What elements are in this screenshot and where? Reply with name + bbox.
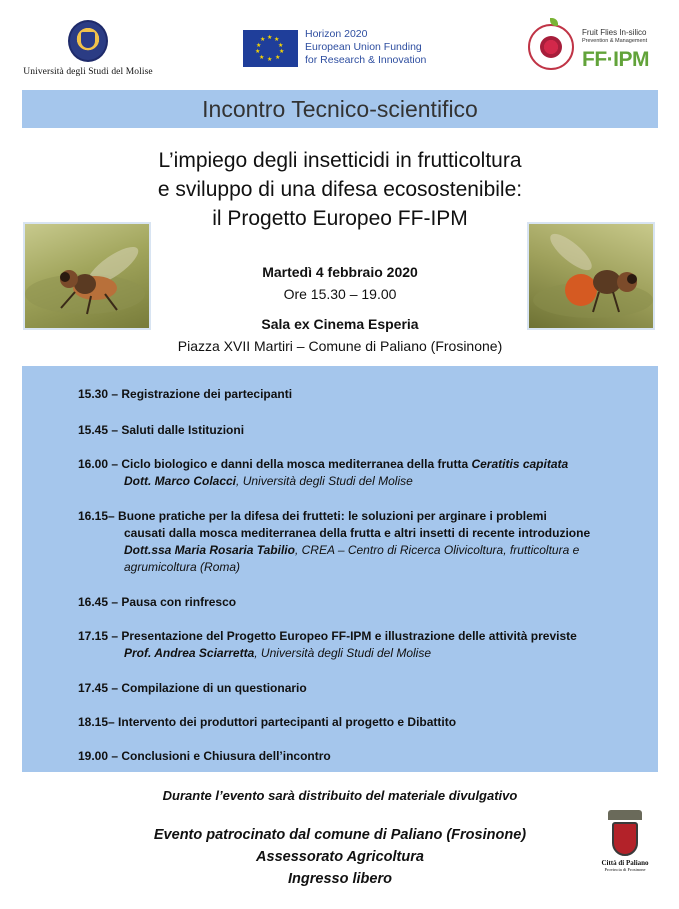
unimol-crest-icon <box>68 20 108 62</box>
program-item: 16.15– Buone pratiche per la difesa dei frutteti: le soluzioni per arginare i problemi causati dalla mosca mediterranea della frutta e altri insetti di recente introduzione Dott.ssa Maria Rosaria Tabilio, CREA – Centro di Ricerca Olivicoltura, frutticoltura e agrumicoltura (Roma) <box>78 508 638 576</box>
crown-icon <box>608 810 642 820</box>
paliano-name: Città di Paliano <box>601 859 649 867</box>
footer-line3: Ingresso libero <box>288 871 392 887</box>
program-desc: Pausa con rinfresco <box>121 595 237 609</box>
program-affiliation: , Università degli Studi del Molise <box>236 474 413 488</box>
event-hall: Sala ex Cinema Esperia <box>261 316 419 332</box>
program-time: 18.15 <box>78 715 109 729</box>
footer-line1: Evento patrocinato dal comune di Paliano (Frosinone) <box>153 827 527 843</box>
ffipm-wordmark: FF·IPM <box>582 48 649 71</box>
program-box <box>22 366 658 772</box>
event-type-banner: Incontro Tecnico-scientifico <box>22 90 658 128</box>
program-desc: Compilazione di un questionario <box>121 681 307 695</box>
unimol-logo <box>18 20 158 84</box>
program-desc: Conclusioni e Chiusura dell’incontro <box>121 749 331 763</box>
program-time: 16.45 <box>78 595 109 609</box>
title-line3: il Progetto Europeo FF-IPM <box>212 207 468 230</box>
eu-text-line1: Horizon 2020 <box>305 28 368 40</box>
program-time: 17.15 <box>78 629 109 643</box>
program-desc: Presentazione del Progetto Europeo FF-IPM e illustrazione delle attività previste <box>121 629 577 643</box>
program-time: 16.15 <box>78 509 109 523</box>
event-place: Piazza XVII Martiri – Comune di Paliano (Frosinone) <box>177 338 503 354</box>
eu-funding-logo <box>243 28 443 68</box>
program-time: 15.30 <box>78 387 109 401</box>
program-time: 19.00 <box>78 749 109 763</box>
event-date: Martedì 4 febbraio 2020 <box>262 264 418 280</box>
program-desc-line2: causati dalla mosca mediterranea della frutta e altri insetti di recente introduzione <box>124 526 591 540</box>
paliano-province: Provincia di Frosinone <box>604 867 646 872</box>
paliano-logo <box>590 810 660 890</box>
footer-line2: Assessorato Agricoltura <box>256 849 424 865</box>
materials-note: Durante l’evento sarà distribuito del materiale divulgativo <box>162 788 518 803</box>
ffipm-fruit-icon <box>528 24 574 70</box>
program-desc: Registrazione dei partecipanti <box>121 387 293 401</box>
title-line1: L’impiego degli insetticidi in frutticoltura <box>158 149 522 172</box>
ffipm-logo <box>528 20 663 80</box>
program-desc: Intervento dei produttori partecipanti al progetto e Dibattito <box>118 715 457 729</box>
event-title <box>120 146 560 233</box>
program-affiliation-line2: agrumicoltura (Roma) <box>124 560 241 574</box>
program-item: 15.30 – Registrazione dei partecipanti <box>78 387 293 401</box>
program-item: 17.45 – Compilazione di un questionario <box>78 681 307 695</box>
ffipm-text-line2: Prevention & Management <box>582 38 648 44</box>
program-affiliation: , CREA – Centro di Ricerca Olivicoltura, frutticoltura e <box>294 543 580 557</box>
paliano-shield-icon <box>612 822 638 856</box>
program-time: 17.45 <box>78 681 109 695</box>
program-desc: Ciclo biologico e danni della mosca mediterranea della frutta <box>121 457 472 471</box>
eu-text-line3: for Research & Innovation <box>305 54 427 66</box>
program-speaker: Dott. Marco Colacci <box>124 474 237 488</box>
eu-flag-icon: ★ ★ ★ ★ ★ ★ ★ ★ ★ ★ <box>243 30 298 67</box>
unimol-name: Università degli Studi del Molise <box>23 67 153 77</box>
program-speaker: Prof. Andrea Sciarretta <box>124 646 255 660</box>
program-item: 16.45 – Pausa con rinfresco <box>78 595 237 609</box>
program-item: 19.00 – Conclusioni e Chiusura dell’incontro <box>78 749 331 763</box>
program-item: 16.00 – Ciclo biologico e danni della mosca mediterranea della frutta Ceratitis capitata Dott. Marco Colacci, Università degli Studi del Molise <box>78 457 569 488</box>
event-time: Ore 15.30 – 19.00 <box>283 286 397 302</box>
program-desc-species: Ceratitis capitata <box>471 457 569 471</box>
program-speaker: Dott.ssa Maria Rosaria Tabilio <box>124 543 295 557</box>
eu-text-line2: European Union Funding <box>305 41 422 53</box>
program-affiliation: , Università degli Studi del Molise <box>254 646 432 660</box>
patronage-footer <box>80 824 600 890</box>
program-time: 15.45 <box>78 423 109 437</box>
ffipm-text-line1: Fruit Flies In-silico <box>582 28 647 37</box>
program-item: 15.45 – Saluti dalle Istituzioni <box>78 423 245 437</box>
program-item: 17.15 – Presentazione del Progetto Europeo FF-IPM e illustrazione delle attività previste Prof. Andrea Sciarretta, Università degli Studi del Molise <box>78 629 577 660</box>
program-time: 16.00 <box>78 457 109 471</box>
program-desc: Buone pratiche per la difesa dei frutteti: le soluzioni per arginare i problemi <box>118 509 547 523</box>
title-line2: e sviluppo di una difesa ecosostenibile: <box>157 178 523 201</box>
program-item: 18.15– Intervento dei produttori partecipanti al progetto e Dibattito <box>78 715 457 729</box>
program-desc: Saluti dalle Istituzioni <box>121 423 245 437</box>
